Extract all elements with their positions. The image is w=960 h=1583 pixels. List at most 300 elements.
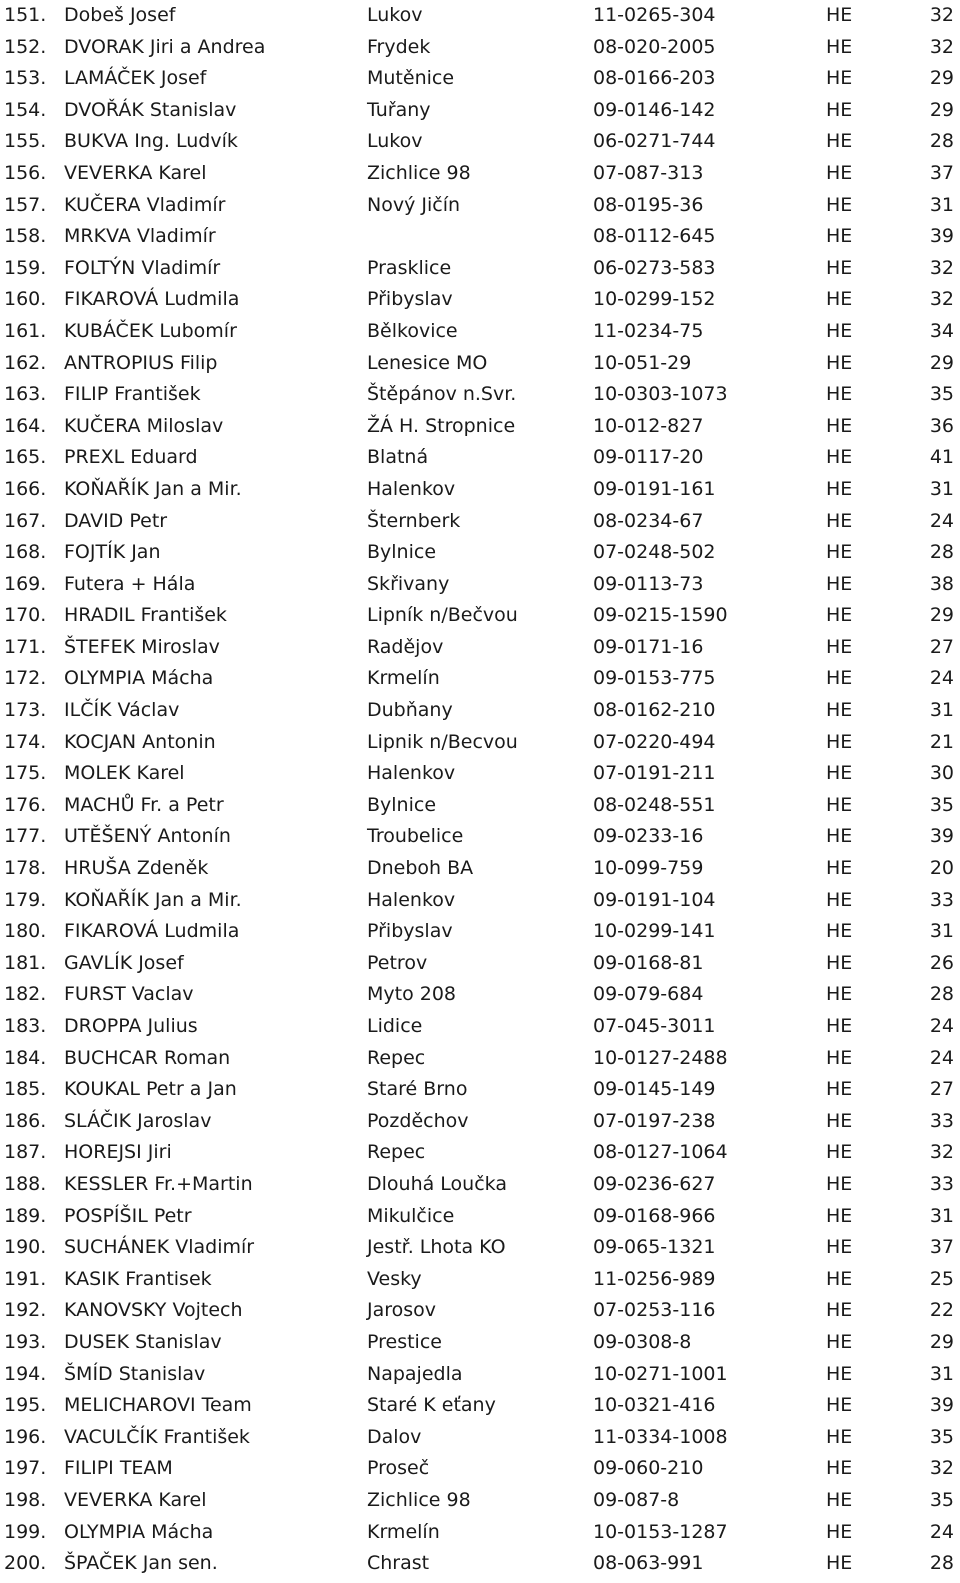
- place-name: Mikulčice: [367, 1204, 455, 1227]
- category: HE: [826, 225, 853, 248]
- table-row: [0, 474, 960, 506]
- place-name: Myto 208: [367, 983, 457, 1006]
- category: HE: [826, 1204, 853, 1227]
- place-name: Štěpánov n.Svr.: [367, 383, 517, 406]
- score: 24: [929, 509, 954, 532]
- category: HE: [826, 4, 853, 26]
- row-number: 179.: [4, 888, 47, 911]
- table-row: [0, 316, 960, 348]
- place-name: ŽÁ H. Stropnice: [367, 414, 516, 437]
- owner-name: FOLTÝN Vladimír: [64, 256, 221, 279]
- score: 21: [929, 730, 954, 753]
- place-name: Dlouhá Loučka: [367, 1172, 507, 1195]
- score: 35: [929, 793, 954, 816]
- table-row: [0, 727, 960, 759]
- ring-number: 08-0195-36: [593, 193, 704, 216]
- table-row: [0, 1106, 960, 1138]
- score: 33: [929, 888, 954, 911]
- ring-number: 09-0308-8: [593, 1330, 692, 1353]
- table-row: [0, 284, 960, 316]
- owner-name: KOŇAŘÍK Jan a Mir.: [64, 477, 242, 500]
- place-name: Chrast: [367, 1552, 430, 1575]
- ring-number: 09-0168-81: [593, 951, 704, 974]
- owner-name: OLYMPIA Mácha: [64, 1520, 214, 1543]
- category: HE: [826, 383, 853, 406]
- score: 29: [929, 604, 954, 627]
- table-row: [0, 885, 960, 917]
- category: HE: [826, 1520, 853, 1543]
- ring-number: 08-063-991: [593, 1552, 704, 1575]
- table-row: [0, 1453, 960, 1485]
- place-name: Bylnice: [367, 793, 437, 816]
- owner-name: ŠMÍD Stanislav: [64, 1362, 206, 1385]
- table-row: [0, 1295, 960, 1327]
- table-row: [0, 1517, 960, 1549]
- category: HE: [826, 161, 853, 184]
- place-name: Jarosov: [367, 1299, 437, 1322]
- ring-number: 06-0271-744: [593, 130, 716, 153]
- row-number: 195.: [4, 1394, 47, 1417]
- place-name: Bělkovice: [367, 319, 458, 342]
- score: 31: [929, 1204, 954, 1227]
- ring-number: 09-0145-149: [593, 1078, 716, 1101]
- score: 34: [929, 319, 954, 342]
- ring-number: 08-0162-210: [593, 699, 716, 722]
- owner-name: ŠTEFEK Miroslav: [64, 635, 220, 658]
- row-number: 190.: [4, 1236, 47, 1259]
- score: 20: [929, 857, 954, 880]
- owner-name: VEVERKA Karel: [64, 161, 207, 184]
- category: HE: [826, 67, 853, 90]
- owner-name: MELICHAROVI Team: [64, 1394, 252, 1417]
- row-number: 161.: [4, 319, 47, 342]
- category: HE: [826, 130, 853, 153]
- place-name: Nový Jičín: [367, 193, 461, 216]
- ring-number: 10-0299-141: [593, 920, 716, 943]
- ring-number: 10-0321-416: [593, 1394, 716, 1417]
- score: 31: [929, 477, 954, 500]
- table-row: [0, 506, 960, 538]
- ring-number: 08-0166-203: [593, 67, 716, 90]
- category: HE: [826, 1552, 853, 1575]
- owner-name: SUCHÁNEK Vladimír: [64, 1236, 255, 1259]
- row-number: 188.: [4, 1172, 47, 1195]
- owner-name: FURST Vaclav: [64, 983, 194, 1006]
- owner-name: DROPPA Julius: [64, 1015, 198, 1037]
- category: HE: [826, 256, 853, 279]
- category: HE: [826, 983, 853, 1006]
- score: 28: [929, 130, 954, 153]
- ring-number: 09-0215-1590: [593, 604, 728, 627]
- owner-name: UTĚŠENÝ Antonín: [64, 825, 231, 848]
- table-row: [0, 1137, 960, 1169]
- row-number: 196.: [4, 1425, 47, 1448]
- place-name: Přibyslav: [367, 288, 453, 311]
- ring-number: 09-0236-627: [593, 1172, 716, 1195]
- category: HE: [826, 446, 853, 469]
- owner-name: ANTROPIUS Filip: [64, 351, 218, 374]
- ring-number: 09-0191-104: [593, 888, 716, 911]
- category: HE: [826, 762, 853, 785]
- row-number: 198.: [4, 1488, 47, 1511]
- row-number: 180.: [4, 920, 47, 943]
- table-row: [0, 348, 960, 380]
- category: HE: [826, 635, 853, 658]
- score: 32: [929, 4, 954, 26]
- owner-name: KUČERA Miloslav: [64, 414, 224, 437]
- category: HE: [826, 1172, 853, 1195]
- table-row: [0, 1011, 960, 1043]
- score: 30: [929, 762, 954, 785]
- row-number: 175.: [4, 762, 47, 785]
- owner-name: KOCJAN Antonin: [64, 730, 216, 753]
- table-row: [0, 821, 960, 853]
- score: 39: [929, 825, 954, 848]
- place-name: Repec: [367, 1046, 426, 1069]
- owner-name: FILIP František: [64, 383, 201, 406]
- ring-number: 07-087-313: [593, 161, 704, 184]
- row-number: 155.: [4, 130, 47, 153]
- place-name: Krmelín: [367, 667, 440, 690]
- row-number: 183.: [4, 1015, 47, 1037]
- owner-name: BUKVA Ing. Ludvík: [64, 130, 238, 153]
- place-name: Dalov: [367, 1425, 422, 1448]
- score: 29: [929, 98, 954, 121]
- table-row: [0, 537, 960, 569]
- row-number: 154.: [4, 98, 47, 121]
- table-row: [0, 1264, 960, 1296]
- category: HE: [826, 1488, 853, 1511]
- table-row: [0, 1169, 960, 1201]
- category: HE: [826, 1330, 853, 1353]
- row-number: 156.: [4, 161, 47, 184]
- row-number: 151.: [4, 4, 47, 26]
- place-name: Šternberk: [367, 509, 461, 532]
- row-number: 182.: [4, 983, 47, 1006]
- owner-name: Dobeš Josef: [64, 4, 176, 26]
- table-row: [0, 221, 960, 253]
- owner-name: ŠPAČEK Jan sen.: [64, 1552, 218, 1575]
- place-name: Mutěnice: [367, 67, 455, 90]
- place-name: Staré Brno: [367, 1078, 468, 1101]
- ring-number: 10-012-827: [593, 414, 704, 437]
- table-row: [0, 758, 960, 790]
- score: 25: [929, 1267, 954, 1290]
- category: HE: [826, 477, 853, 500]
- owner-name: PREXL Eduard: [64, 446, 198, 469]
- place-name: Pozděchov: [367, 1109, 469, 1132]
- ring-number: 10-0127-2488: [593, 1046, 728, 1069]
- place-name: Přibyslav: [367, 920, 453, 943]
- row-number: 176.: [4, 793, 47, 816]
- table-row: [0, 1485, 960, 1517]
- table-row: [0, 853, 960, 885]
- ring-number: 10-0303-1073: [593, 383, 728, 406]
- place-name: Vesky: [367, 1267, 422, 1290]
- table-row: [0, 442, 960, 474]
- table-row: [0, 1390, 960, 1422]
- row-number: 193.: [4, 1330, 47, 1353]
- ring-number: 09-0171-16: [593, 635, 704, 658]
- table-row: [0, 1422, 960, 1454]
- row-number: 159.: [4, 256, 47, 279]
- score: 39: [929, 1394, 954, 1417]
- row-number: 192.: [4, 1299, 47, 1322]
- row-number: 170.: [4, 604, 47, 627]
- ring-number: 11-0234-75: [593, 319, 704, 342]
- place-name: Repec: [367, 1141, 426, 1164]
- category: HE: [826, 920, 853, 943]
- ring-number: 09-0146-142: [593, 98, 716, 121]
- score: 24: [929, 1015, 954, 1037]
- table-row: [0, 190, 960, 222]
- category: HE: [826, 1267, 853, 1290]
- category: HE: [826, 857, 853, 880]
- table-row: [0, 916, 960, 948]
- category: HE: [826, 541, 853, 564]
- category: HE: [826, 319, 853, 342]
- category: HE: [826, 1109, 853, 1132]
- place-name: Frydek: [367, 35, 431, 58]
- place-name: Tuřany: [367, 98, 431, 121]
- ring-number: 09-0153-775: [593, 667, 716, 690]
- category: HE: [826, 351, 853, 374]
- owner-name: FOJTÍK Jan: [64, 541, 161, 564]
- category: HE: [826, 699, 853, 722]
- place-name: Lidice: [367, 1015, 423, 1037]
- ring-number: 07-0248-502: [593, 541, 716, 564]
- score: 24: [929, 1046, 954, 1069]
- ring-number: 07-0197-238: [593, 1109, 716, 1132]
- ring-number: 09-0233-16: [593, 825, 704, 848]
- score: 32: [929, 1457, 954, 1480]
- category: HE: [826, 1425, 853, 1448]
- category: HE: [826, 1299, 853, 1322]
- score: 26: [929, 951, 954, 974]
- row-number: 167.: [4, 509, 47, 532]
- category: HE: [826, 604, 853, 627]
- ring-number: 07-0253-116: [593, 1299, 716, 1322]
- place-name: Zichlice 98: [367, 161, 471, 184]
- category: HE: [826, 1362, 853, 1385]
- category: HE: [826, 667, 853, 690]
- category: HE: [826, 1457, 853, 1480]
- ring-number: 09-079-684: [593, 983, 704, 1006]
- score: 31: [929, 1362, 954, 1385]
- table-row: [0, 632, 960, 664]
- table-row: [0, 790, 960, 822]
- category: HE: [826, 35, 853, 58]
- category: HE: [826, 414, 853, 437]
- row-number: 166.: [4, 477, 47, 500]
- table-row: [0, 411, 960, 443]
- table-row: [0, 948, 960, 980]
- score: 41: [929, 446, 954, 469]
- owner-name: BUCHCAR Roman: [64, 1046, 231, 1069]
- table-row: [0, 695, 960, 727]
- place-name: Blatná: [367, 446, 429, 469]
- category: HE: [826, 1141, 853, 1164]
- row-number: 197.: [4, 1457, 47, 1480]
- row-number: 200.: [4, 1552, 47, 1575]
- place-name: Bylnice: [367, 541, 437, 564]
- owner-name: SLÁČIK Jaroslav: [64, 1109, 212, 1132]
- place-name: Halenkov: [367, 888, 456, 911]
- row-number: 177.: [4, 825, 47, 848]
- category: HE: [826, 1078, 853, 1101]
- ring-number: 11-0265-304: [593, 4, 716, 26]
- table-row: [0, 663, 960, 695]
- ring-number: 10-051-29: [593, 351, 692, 374]
- owner-name: MACHŮ Fr. a Petr: [64, 793, 224, 816]
- row-number: 174.: [4, 730, 47, 753]
- place-name: Napajedla: [367, 1362, 463, 1385]
- score: 39: [929, 225, 954, 248]
- score: 22: [929, 1299, 954, 1322]
- table-row: [0, 253, 960, 285]
- row-number: 186.: [4, 1109, 47, 1132]
- table-row: [0, 1359, 960, 1391]
- place-name: Dneboh BA: [367, 857, 474, 880]
- ring-number: 10-0299-152: [593, 288, 716, 311]
- owner-name: FIKAROVÁ Ludmila: [64, 920, 240, 943]
- owner-name: DAVID Petr: [64, 509, 168, 532]
- category: HE: [826, 793, 853, 816]
- owner-name: POSPÍŠIL Petr: [64, 1204, 192, 1227]
- ring-number: 09-0168-966: [593, 1204, 716, 1227]
- category: HE: [826, 193, 853, 216]
- owner-name: GAVLÍK Josef: [64, 951, 184, 974]
- owner-name: KESSLER Fr.+Martin: [64, 1172, 253, 1195]
- owner-name: KASIK Frantisek: [64, 1267, 212, 1290]
- owner-name: ILČÍK Václav: [64, 699, 180, 722]
- table-row: [0, 1232, 960, 1264]
- place-name: Zichlice 98: [367, 1488, 471, 1511]
- row-number: 178.: [4, 857, 47, 880]
- table-row: [0, 600, 960, 632]
- row-number: 181.: [4, 951, 47, 974]
- category: HE: [826, 951, 853, 974]
- ring-number: 09-087-8: [593, 1488, 680, 1511]
- score: 32: [929, 1141, 954, 1164]
- row-number: 173.: [4, 699, 47, 722]
- score: 37: [929, 161, 954, 184]
- owner-name: HRADIL František: [64, 604, 227, 627]
- ring-number: 09-065-1321: [593, 1236, 716, 1259]
- score: 31: [929, 193, 954, 216]
- score: 29: [929, 351, 954, 374]
- score: 32: [929, 35, 954, 58]
- row-number: 168.: [4, 541, 47, 564]
- place-name: Staré K eťany: [367, 1394, 496, 1417]
- place-name: Prasklice: [367, 256, 452, 279]
- ring-number: 07-045-3011: [593, 1015, 716, 1037]
- place-name: Skřivany: [367, 572, 450, 595]
- ring-number: 09-0113-73: [593, 572, 704, 595]
- score: 35: [929, 1488, 954, 1511]
- ring-number: 08-0127-1064: [593, 1141, 728, 1164]
- row-number: 158.: [4, 225, 47, 248]
- place-name: Petrov: [367, 951, 428, 974]
- row-number: 162.: [4, 351, 47, 374]
- row-number: 199.: [4, 1520, 47, 1543]
- place-name: Lipnik n/Becvou: [367, 730, 518, 753]
- ring-number: 08-0112-645: [593, 225, 716, 248]
- owner-name: MOLEK Karel: [64, 762, 185, 785]
- place-name: Krmelín: [367, 1520, 440, 1543]
- place-name: Proseč: [367, 1457, 430, 1480]
- score: 28: [929, 1552, 954, 1575]
- score: 27: [929, 635, 954, 658]
- category: HE: [826, 288, 853, 311]
- score: 31: [929, 920, 954, 943]
- place-name: Dubňany: [367, 699, 453, 722]
- score: 31: [929, 699, 954, 722]
- score: 32: [929, 256, 954, 279]
- table-row: [0, 379, 960, 411]
- category: HE: [826, 825, 853, 848]
- owner-name: FIKAROVÁ Ludmila: [64, 288, 240, 311]
- category: HE: [826, 509, 853, 532]
- row-number: 189.: [4, 1204, 47, 1227]
- owner-name: MRKVA Vladimír: [64, 225, 216, 248]
- category: HE: [826, 1015, 853, 1037]
- row-number: 163.: [4, 383, 47, 406]
- row-number: 185.: [4, 1078, 47, 1101]
- ring-number: 06-0273-583: [593, 256, 716, 279]
- owner-name: DVORAK Jiri a Andrea: [64, 35, 266, 58]
- row-number: 169.: [4, 572, 47, 595]
- table-row: [0, 63, 960, 95]
- owner-name: KOŇAŘÍK Jan a Mir.: [64, 888, 242, 911]
- score: 28: [929, 983, 954, 1006]
- score: 29: [929, 67, 954, 90]
- category: HE: [826, 888, 853, 911]
- owner-name: DVOŘÁK Stanislav: [64, 98, 237, 121]
- ring-number: 10-099-759: [593, 857, 704, 880]
- place-name: Lipník n/Bečvou: [367, 604, 518, 627]
- table-row: [0, 158, 960, 190]
- ring-number: 07-0191-211: [593, 762, 716, 785]
- table-row: [0, 1327, 960, 1359]
- row-number: 165.: [4, 446, 47, 469]
- category: HE: [826, 1236, 853, 1259]
- owner-name: VACULČÍK František: [64, 1425, 250, 1448]
- ring-number: 11-0334-1008: [593, 1425, 728, 1448]
- owner-name: HRUŠA Zdeněk: [64, 857, 209, 880]
- ring-number: 07-0220-494: [593, 730, 716, 753]
- place-name: Lukov: [367, 130, 423, 153]
- score: 24: [929, 667, 954, 690]
- ring-number: 08-0234-67: [593, 509, 704, 532]
- owner-name: DUSEK Stanislav: [64, 1330, 222, 1353]
- row-number: 184.: [4, 1046, 47, 1069]
- owner-name: HOREJSI Jiri: [64, 1141, 172, 1164]
- ring-number: 08-0248-551: [593, 793, 716, 816]
- place-name: Troubelice: [367, 825, 464, 848]
- table-row: [0, 1043, 960, 1075]
- owner-name: KUBÁČEK Lubomír: [64, 319, 237, 342]
- place-name: Halenkov: [367, 762, 456, 785]
- category: HE: [826, 572, 853, 595]
- row-number: 191.: [4, 1267, 47, 1290]
- place-name: Lukov: [367, 4, 423, 26]
- row-number: 172.: [4, 667, 47, 690]
- ring-number: 10-0153-1287: [593, 1520, 728, 1543]
- place-name: Radějov: [367, 635, 444, 658]
- score: 24: [929, 1520, 954, 1543]
- place-name: Halenkov: [367, 477, 456, 500]
